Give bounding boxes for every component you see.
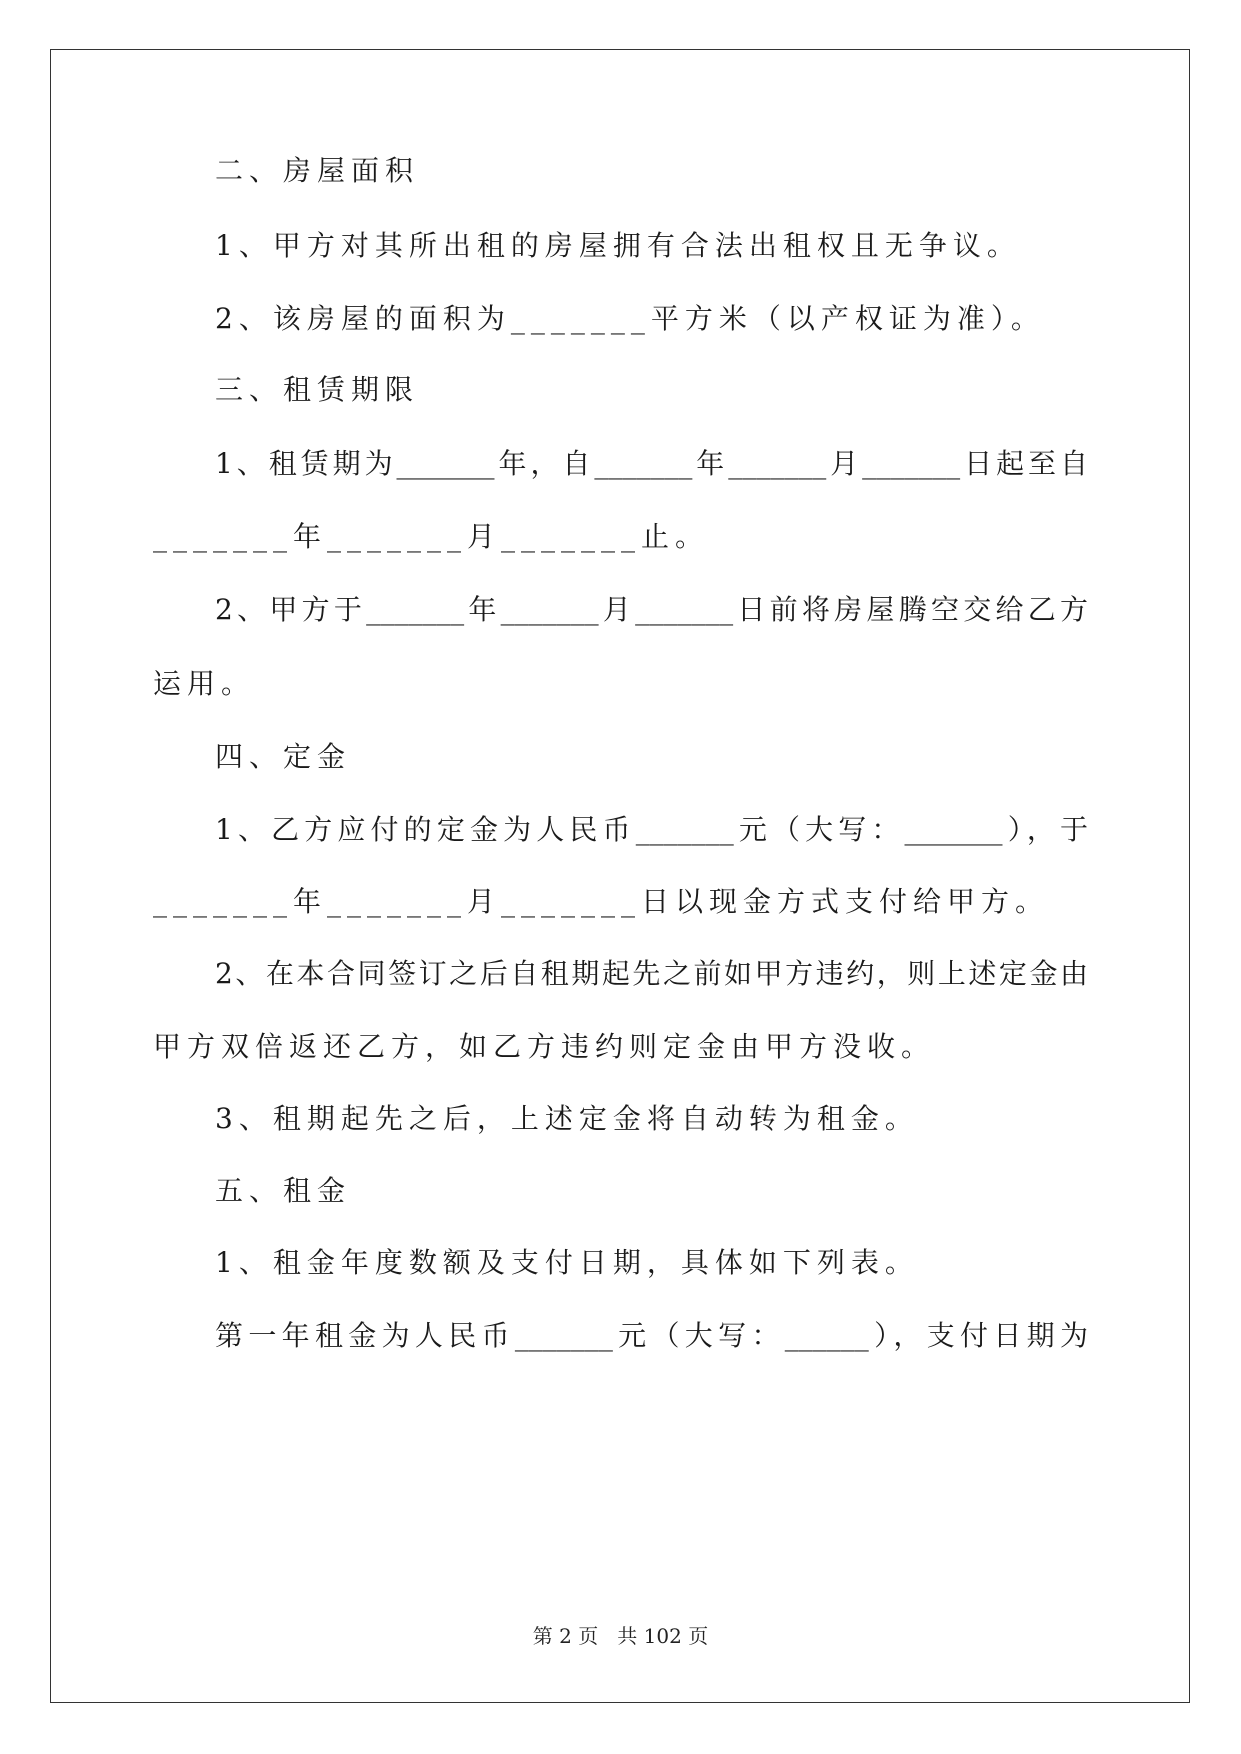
clause-text-continued: _______年_______月_______止。 bbox=[153, 520, 710, 553]
clause-text: 2、该房屋的面积为_______平方米（以产权证为准）。 bbox=[215, 302, 1045, 335]
page-number-footer: 第 2 页 共 102 页 bbox=[532, 1624, 709, 1648]
page-border bbox=[50, 49, 1190, 1703]
clause-text: 2、在本合同签订之后自租期起先之前如甲方违约，则上述定金由 bbox=[215, 957, 1088, 990]
clause-text: 1、租金年度数额及支付日期，具体如下列表。 bbox=[215, 1246, 919, 1279]
section-heading-rent: 五、租金 bbox=[215, 1174, 352, 1207]
clause-text: 第一年租金为人民币_______元（大写：______），支付日期为 bbox=[215, 1319, 1088, 1352]
clause-text-continued: _______年_______月_______日以现金方式支付给甲方。 bbox=[153, 885, 1050, 918]
clause-text: 1、乙方应付的定金为人民币_______元（大写：_______），于 bbox=[215, 813, 1088, 846]
section-heading-area: 二、房屋面积 bbox=[215, 154, 420, 187]
clause-text: 1、甲方对其所出租的房屋拥有合法出租权且无争议。 bbox=[215, 229, 1021, 262]
clause-text-continued: 甲方双倍返还乙方，如乙方违约则定金由甲方没收。 bbox=[153, 1030, 936, 1063]
clause-text: 2、甲方于_______年_______月_______日前将房屋腾空交给乙方 bbox=[215, 593, 1088, 626]
section-heading-deposit: 四、定金 bbox=[215, 740, 352, 773]
clause-text: 1、租赁期为_______年，自_______年_______月_______日起至自 bbox=[215, 447, 1088, 480]
clause-text: 3、租期起先之后，上述定金将自动转为租金。 bbox=[215, 1102, 919, 1135]
section-heading-term: 三、租赁期限 bbox=[215, 373, 420, 406]
clause-text-continued: 运用。 bbox=[153, 667, 256, 700]
